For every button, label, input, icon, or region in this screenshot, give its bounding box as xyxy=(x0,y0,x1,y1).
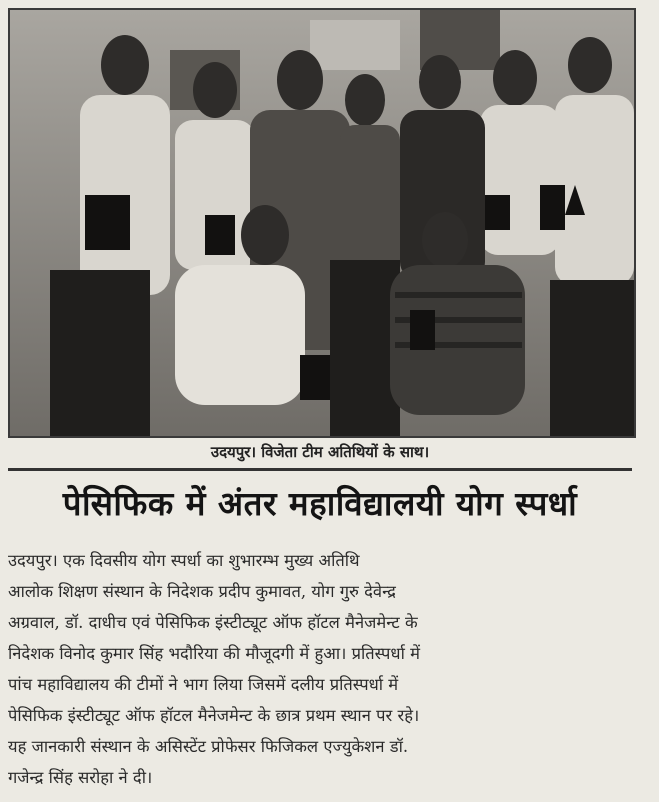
article-line: उदयपुर। एक दिवसीय योग स्पर्धा का शुभारम्भ मुख्य अतिथि xyxy=(8,551,360,570)
article-line: यह जानकारी संस्थान के असिस्टेंट प्रोफेसर फिजिकल एज्युकेशन डॉ. xyxy=(8,737,409,756)
divider xyxy=(8,468,632,471)
article-body xyxy=(8,545,632,793)
group-photo-icon xyxy=(10,10,634,436)
article-line: निदेशक विनोद कुमार सिंह भदौरिया की मौजूदगी में हुआ। प्रतिस्पर्धा में xyxy=(8,644,420,663)
headline: पेसिफिक में अंतर महाविद्यालयी योग स्पर्धा xyxy=(62,484,578,523)
group-photo xyxy=(8,8,636,438)
article-line: आलोक शिक्षण संस्थान के निदेशक प्रदीप कुमावत, योग गुरु देवेन्द्र xyxy=(8,582,396,601)
article-line: गजेन्द्र सिंह सरोहा ने दी। xyxy=(8,768,153,787)
article-line: पेसिफिक इंस्टीट्यूट ऑफ हॉटल मैनेजमेन्ट के छात्र प्रथम स्थान पर रहे। xyxy=(8,706,420,725)
article-line: पांच महाविद्यालय की टीमों ने भाग लिया जिसमें दलीय प्रतिस्पर्धा में xyxy=(8,675,399,694)
article-line: अग्रवाल, डॉ. दाधीच एवं पेसिफिक इंस्टीट्यूट ऑफ हॉटल मैनेजमेन्ट के xyxy=(8,613,418,632)
photo-caption: उदयपुर। विजेता टीम अतिथियों के साथ। xyxy=(210,443,430,461)
